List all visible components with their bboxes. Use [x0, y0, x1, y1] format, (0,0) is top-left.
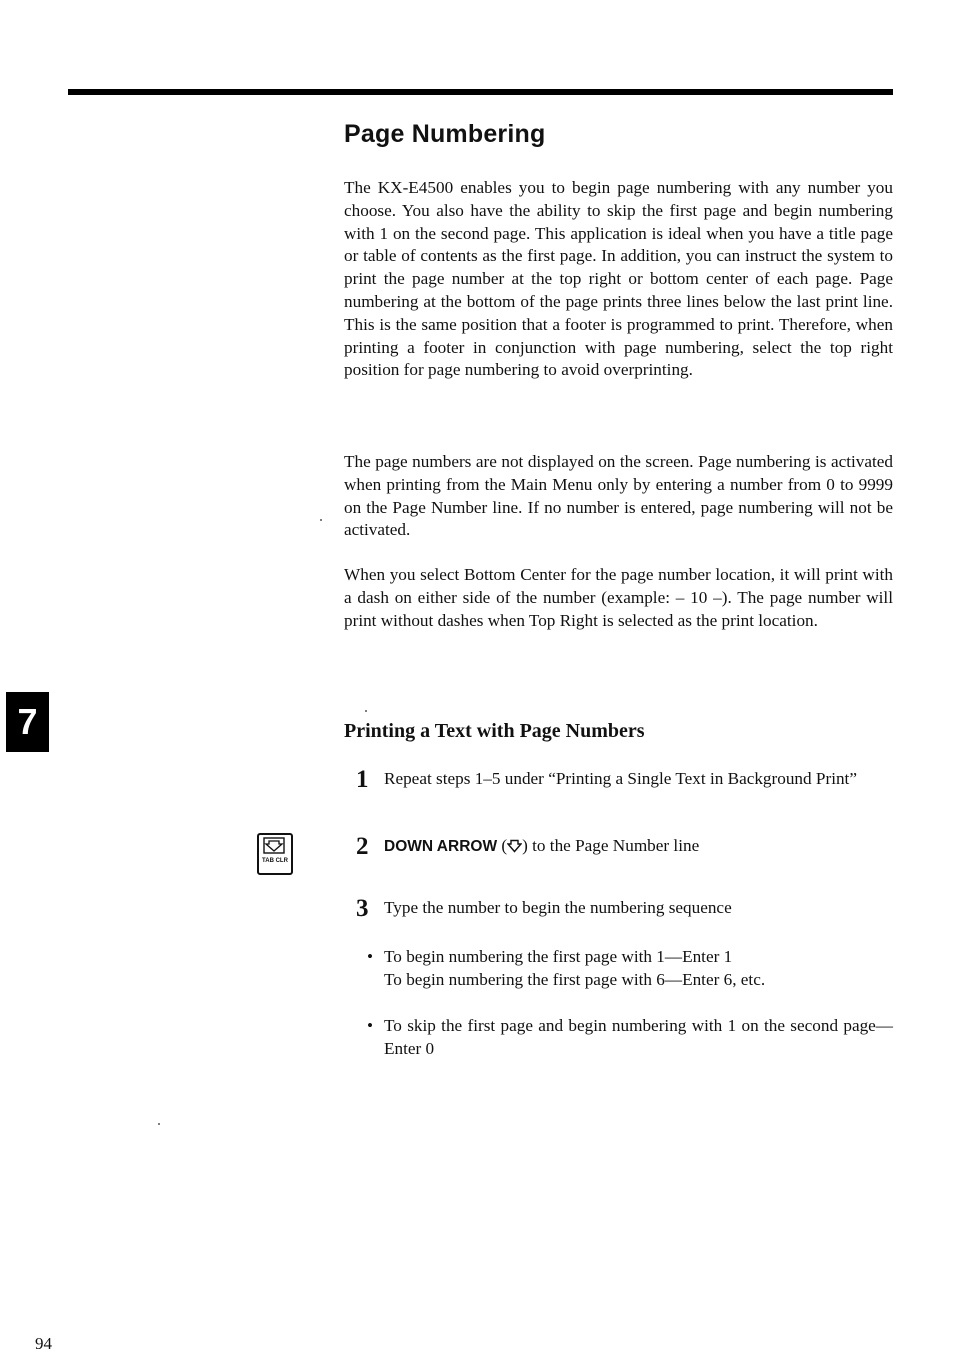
subsection-title: Printing a Text with Page Numbers: [344, 720, 645, 742]
scan-speck: [365, 710, 367, 712]
bullet-marker: •: [367, 1016, 374, 1035]
scan-speck: [320, 519, 322, 521]
step-2-number: 2: [356, 833, 369, 860]
bullet-1-line-1: To begin numbering the first page with 1—Enter 1: [384, 947, 733, 966]
step-2-text-tail: to the Page Number line: [527, 836, 700, 855]
down-arrow-key-label: DOWN ARROW: [384, 838, 498, 855]
tab-clear-key-icon: [257, 833, 293, 875]
display-paragraph: The page numbers are not displayed on the screen. Page numbering is activated when printing from the Main Menu only by entering a number from 0 to 9999 on the Page Number line. If no number is entered, page numbering will not be activated.: [344, 452, 893, 540]
intro-paragraph: The KX-E4500 enables you to begin page numbering with any number you choose. You also have the ability to skip the first page and begin numbering with 1 on the second page. This application is ideal when you have a title page or table of contents as the first page. In addition, you can instruct the system to print the page number at the top right or bottom center of each page. Page numbering at the bottom of the page prints three lines below the last print line. This is the same position that a footer is programmed to print. Therefore, when printing a footer in conjunction with page numbering, select the top right position for page numbering to avoid overprinting.: [344, 178, 893, 380]
down-arrow-icon: [507, 839, 522, 853]
step-1-number: 1: [356, 766, 369, 793]
step-3-number: 3: [356, 895, 369, 922]
location-paragraph: When you select Bottom Center for the page number location, it will print with a dash on either side of the number (example: – 10 –). The page number will print without dashes when Top Right is selected as the print location.: [344, 565, 893, 630]
list-item: [367, 1015, 893, 1061]
top-rule: [68, 89, 893, 95]
bullet-marker: •: [367, 947, 374, 966]
bullet-1-line-2: To begin numbering the first page with 6—Enter 6, etc.: [384, 969, 766, 989]
page-number: 94: [35, 1334, 52, 1353]
key-icon-label: TAB CLR: [262, 858, 288, 864]
chapter-tab: [6, 692, 49, 752]
scan-speck: [158, 1123, 160, 1125]
step-2-text: DOWN ARROW ( ) to the Page Number line: [384, 836, 700, 855]
step-3-text: Type the number to begin the numbering sequence: [384, 898, 732, 917]
step-1-text: Repeat steps 1–5 under “Printing a Single Text in Background Print”: [384, 769, 857, 788]
page-title: Page Numbering: [344, 120, 546, 148]
bullet-2-text: To skip the first page and begin numbering with 1 on the second page—Enter 0: [384, 1016, 893, 1058]
list-item: [367, 946, 893, 992]
chapter-tab-number: 7: [17, 701, 38, 742]
